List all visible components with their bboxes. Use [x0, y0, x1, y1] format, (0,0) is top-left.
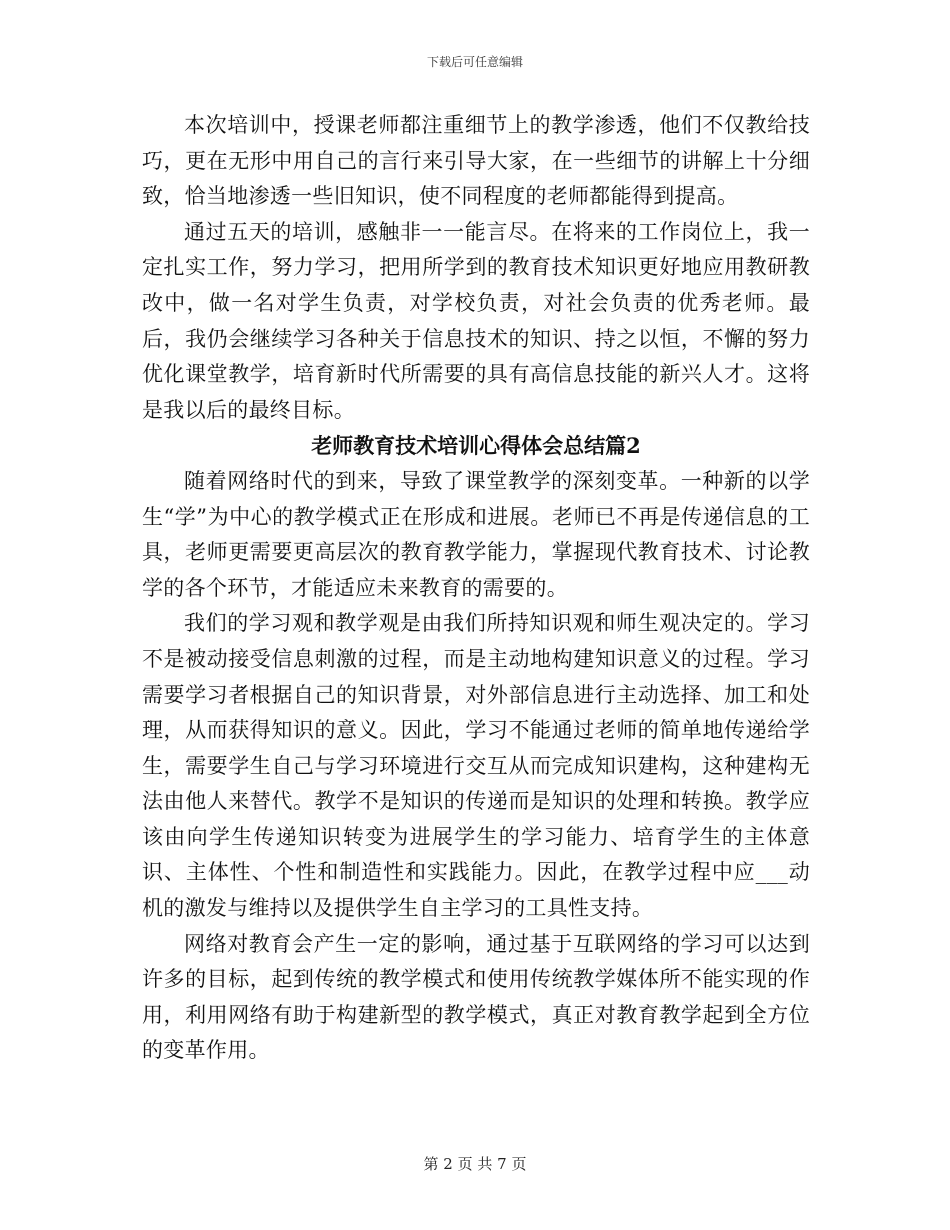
paragraph: 网络对教育会产生一定的影响，通过基于互联网络的学习可以达到许多的目标，起到传统的教学模式和使用传统教学媒体所不能实现的作用，利用网络有助于构建新型的教学模式，真正对教育教学起到全方位的变革作用。	[142, 931, 810, 1063]
paragraph: 通过五天的培训，感触非一一能言尽。在将来的工作岗位上，我一定扎实工作，努力学习，把用所学到的教育技术知识更好地应用教研教改中，做一名对学生负责，对学校负责，对社会负责的优秀老师。最后，我仍会继续学习各种关于信息技术的知识、持之以恒，不懈的努力优化课堂教学，培育新时代所需要的具有高信息技能的新兴人才。这将是我以后的最终目标。	[142, 219, 810, 422]
paragraph: 随着网络时代的到来，导致了课堂教学的深刻变革。一种新的以学生“学”为中心的教学模式正在形成和进展。老师已不再是传递信息的工具，老师更需要更高层次的教育教学能力，掌握现代教育技术、讨论教学的各个环节，才能适应未来教育的需要的。	[142, 468, 810, 600]
page-indicator: 第 2 页 共 7 页	[423, 1155, 527, 1173]
document-body	[142, 108, 810, 1069]
paragraph: 我们的学习观和教学观是由我们所持知识观和师生观决定的。学习不是被动接受信息刺激的过程，而是主动地构建知识意义的过程。学习需要学习者根据自己的知识背景，对外部信息进行主动选择、加工和处理，从而获得知识的意义。因此，学习不能通过老师的简单地传递给学生，需要学生自己与学习环境进行交互从而完成知识建构，这种建构无法由他人来替代。教学不是知识的传递而是知识的处理和转换。教学应该由向学生传递知识转变为进展学生的学习能力、培育学生的主体意识、主体性、个性和制造性和实践能力。因此，在教学过程中应___动机的激发与维持以及提供学生自主学习的工具性支持。	[142, 611, 810, 921]
section-title: 老师教育技术培训心得体会总结篇2	[311, 433, 641, 459]
paragraph: 本次培训中，授课老师都注重细节上的教学渗透，他们不仅教给技巧，更在无形中用自己的言行来引导大家，在一些细节的讲解上十分细致，恰当地渗透一些旧知识，使不同程度的老师都能得到提高。	[142, 113, 810, 209]
header-note: 下载后可任意编辑	[426, 55, 523, 69]
